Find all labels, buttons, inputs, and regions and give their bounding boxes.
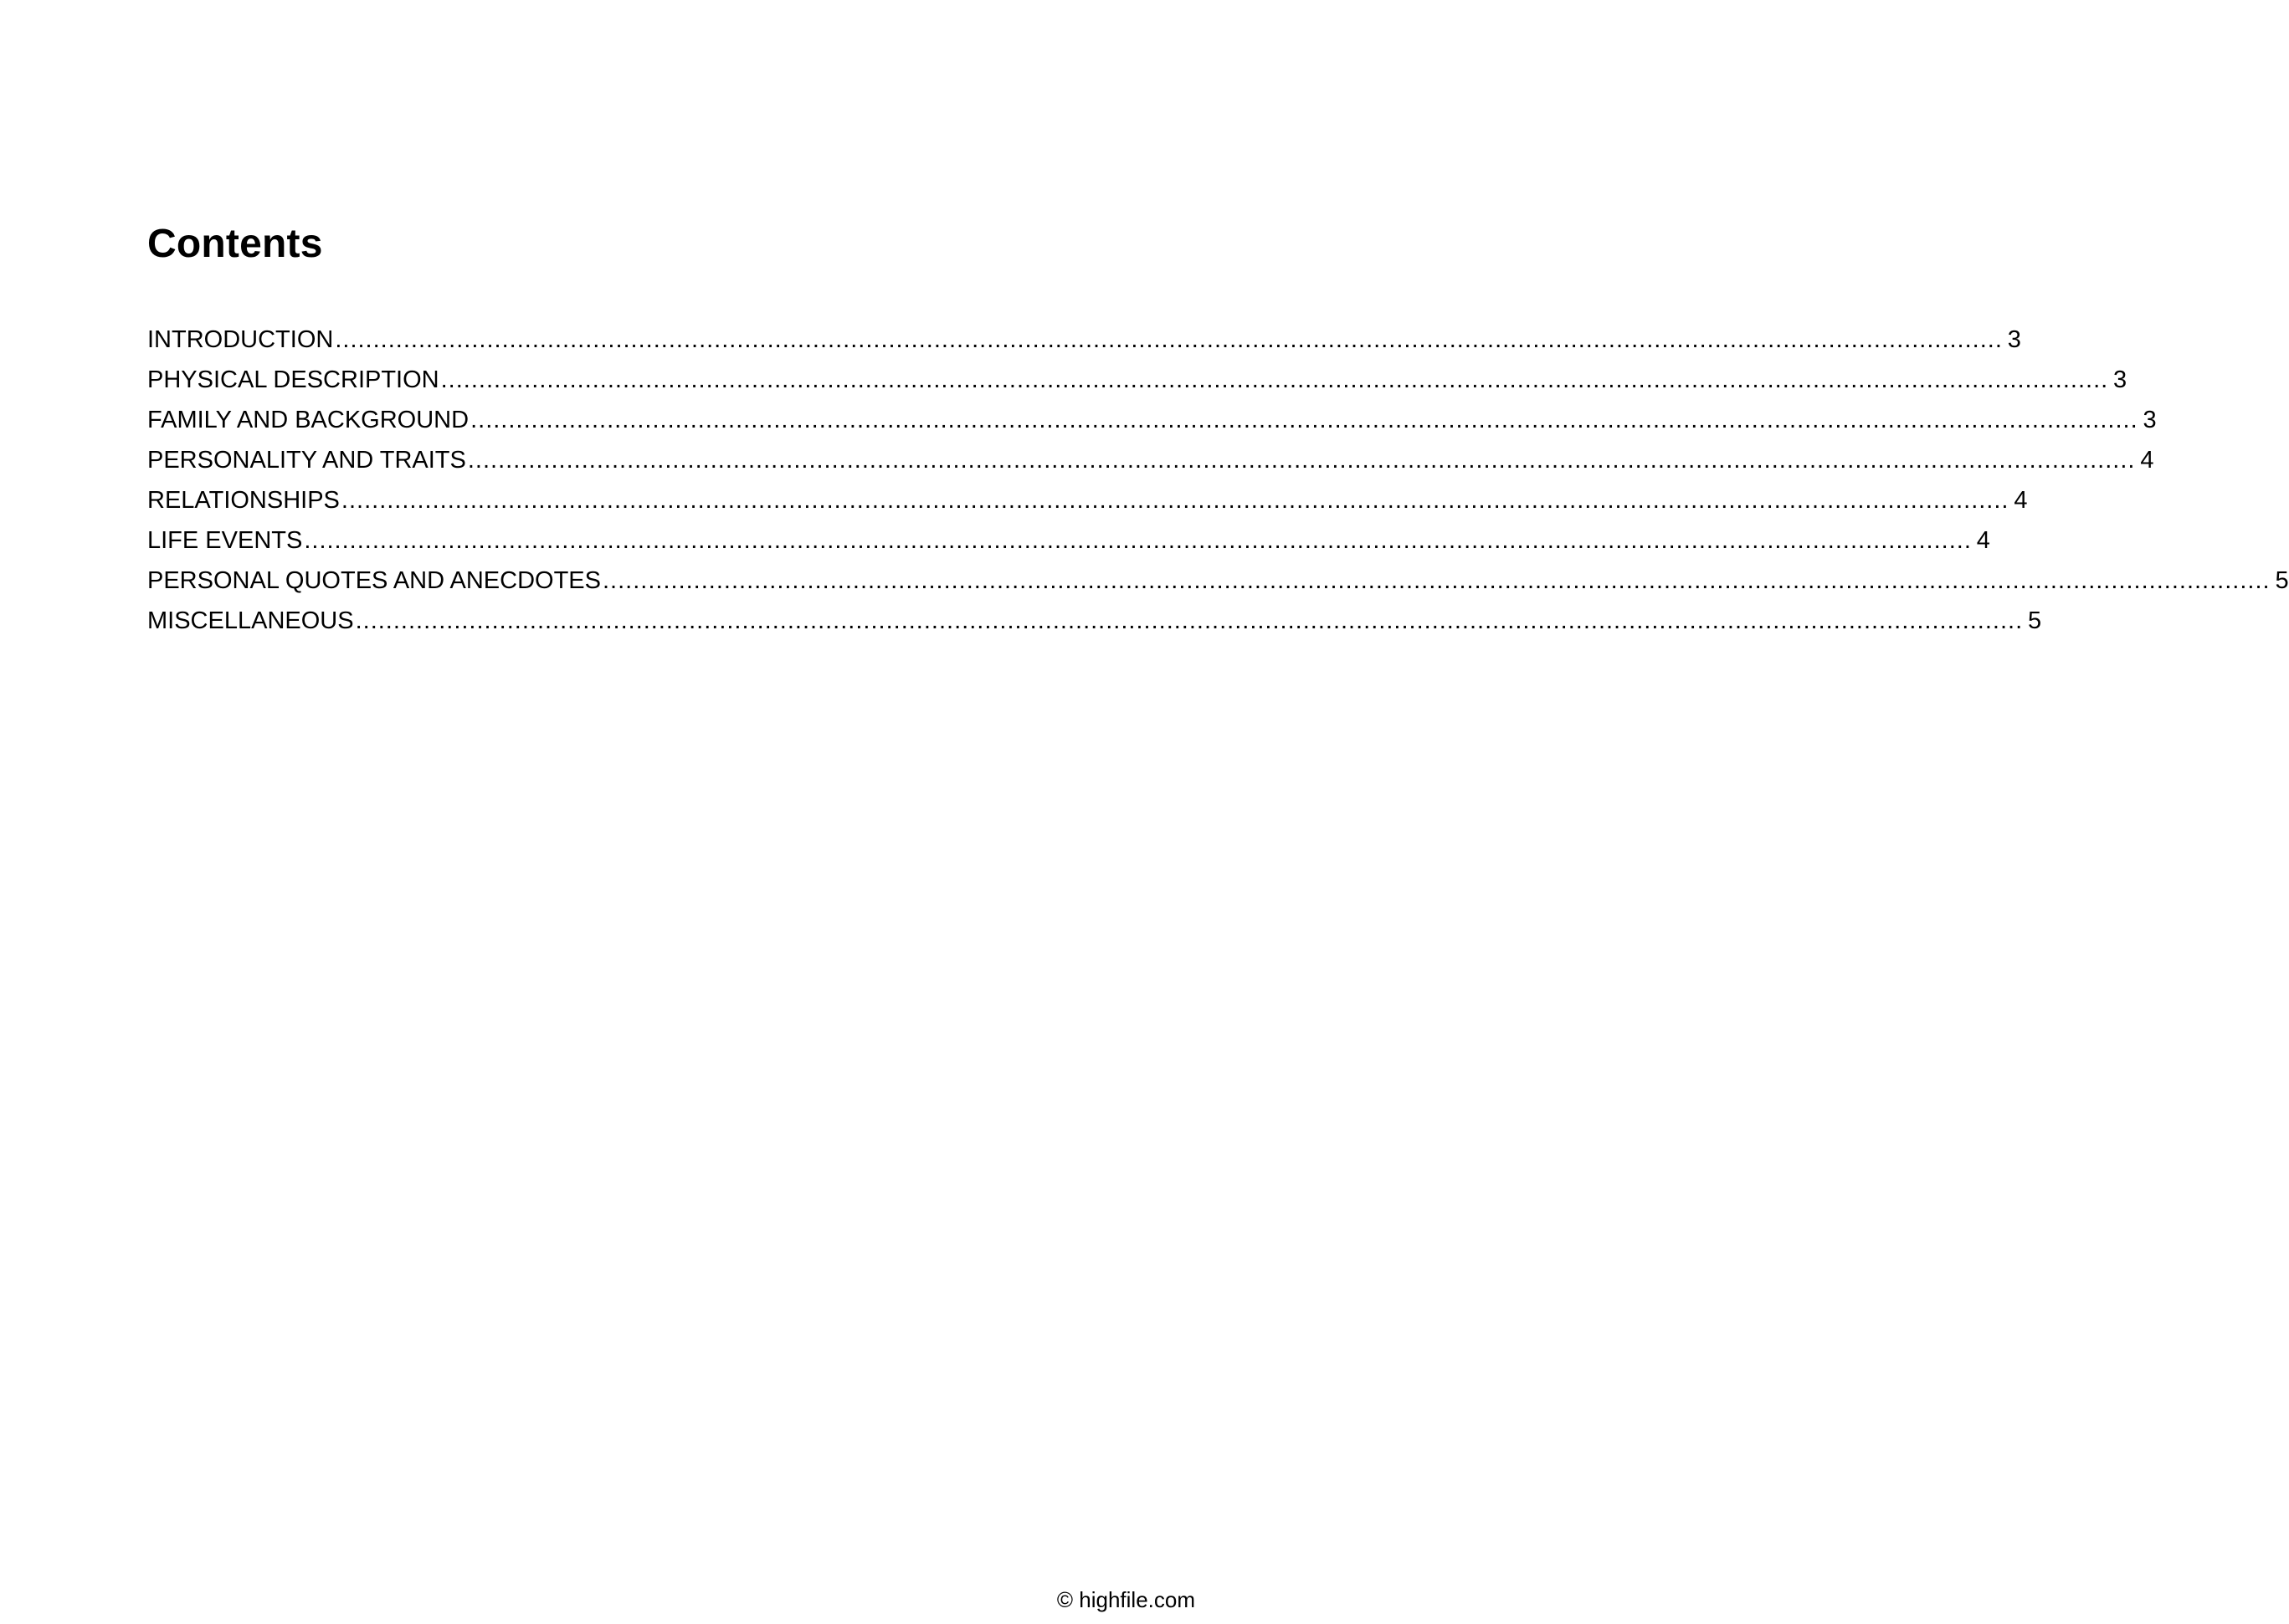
toc-entry-page-number: 5 [2275,567,2289,594]
toc-entry-label: PERSONAL QUOTES AND ANECDOTES [147,567,601,594]
toc-leader-dots: ............................................................................................................................................................................................................................ [304,527,1972,554]
page-title: Contents [147,222,323,266]
toc-leader-dots: ............................................................................................................................................................................................................................ [335,326,2003,353]
toc-leader-dots: ............................................................................................................................................................................................................................ [355,607,2024,634]
toc-entry-label: INTRODUCTION [147,326,334,353]
toc-leader-dots: ............................................................................................................................................................................................................................ [470,407,2138,433]
toc-entry-page-number: 3 [2113,366,2127,393]
toc-entry-family-and-background[interactable] [147,400,2157,440]
toc-leader-dots: ............................................................................................................................................................................................................................ [467,447,2136,474]
table-of-contents [147,320,2289,641]
toc-leader-dots: ............................................................................................................................................................................................................................ [440,366,2109,393]
toc-entry-label: LIFE EVENTS [147,527,303,554]
toc-entry-relationships[interactable] [147,480,2028,520]
watermark-text: © highfile.com [1056,1587,1195,1612]
toc-leader-dots: ............................................................................................................................................................................................................................ [341,487,2009,514]
toc-entry-page-number: 4 [2140,447,2154,474]
toc-entry-page-number: 3 [2007,326,2021,353]
toc-entry-introduction[interactable] [147,320,2021,360]
toc-entry-miscellaneous[interactable] [147,601,2042,641]
toc-entry-page-number: 5 [2028,607,2042,634]
toc-entry-label: FAMILY AND BACKGROUND [147,407,470,433]
toc-entry-life-events[interactable] [147,520,1990,561]
toc-entry-page-number: 3 [2143,407,2157,433]
toc-entry-label: RELATIONSHIPS [147,487,340,514]
toc-entry-personality-and-traits[interactable] [147,440,2154,480]
toc-entry-page-number: 4 [2014,487,2028,514]
toc-entry-page-number: 4 [1976,527,1990,554]
toc-entry-label: MISCELLANEOUS [147,607,354,634]
toc-entry-label: PHYSICAL DESCRIPTION [147,366,439,393]
toc-entry-physical-description[interactable] [147,360,2127,400]
toc-leader-dots: ............................................................................................................................................................................................................................ [603,567,2271,594]
toc-entry-label: PERSONALITY AND TRAITS [147,447,466,474]
toc-entry-personal-quotes-and-anecdotes[interactable] [147,561,2289,601]
